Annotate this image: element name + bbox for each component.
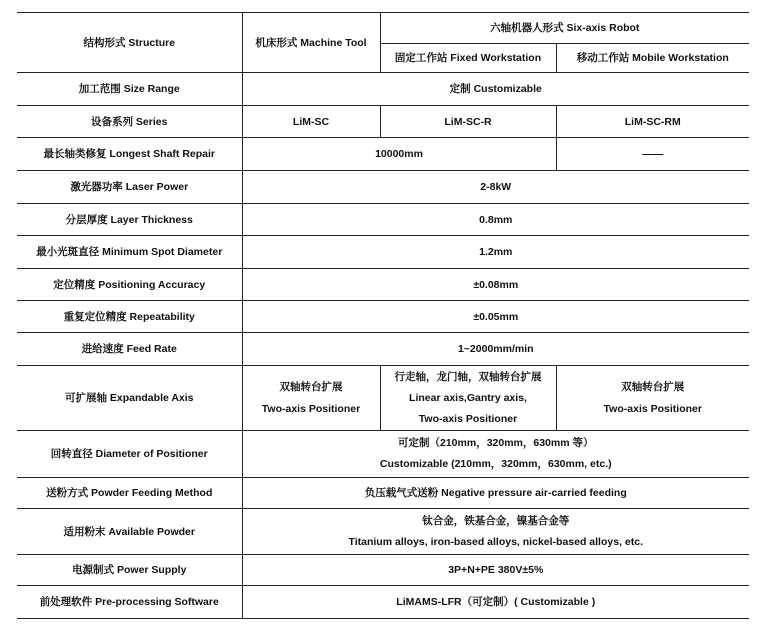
spot-diameter-value: 1.2mm <box>242 236 749 269</box>
series-fixed: LiM-SC-R <box>380 106 556 138</box>
row-layer-thickness <box>17 204 749 236</box>
spec-table <box>17 12 749 619</box>
series-label: 设备系列 Series <box>17 106 242 138</box>
power-supply-label: 电源制式 Power Supply <box>17 555 242 586</box>
preprocessing-value: LiMAMS-LFR（可定制）( Customizable ) <box>242 586 749 619</box>
expandable-axis-v2-line1: 行走轴，龙门轴，双轴转台扩展 <box>394 370 542 383</box>
row-power-supply <box>17 555 749 586</box>
expandable-axis-label: 可扩展轴 Expandable Axis <box>17 366 242 431</box>
repeatability-value: ±0.05mm <box>242 301 749 333</box>
row-preprocessing <box>17 586 749 619</box>
laser-power-value: 2-8kW <box>242 171 749 204</box>
row-feed-rate <box>17 333 749 366</box>
longest-shaft-value: 10000mm <box>242 138 556 171</box>
positioner-diameter-label: 回转直径 Diameter of Positioner <box>17 431 242 478</box>
preprocessing-label: 前处理软件 Pre-processing Software <box>17 586 242 619</box>
expandable-axis-v2-line2: Linear axis,Gantry axis, <box>409 391 527 404</box>
powder-feeding-label: 送粉方式 Powder Feeding Method <box>17 478 242 509</box>
machine-tool-header: 机床形式 Machine Tool <box>242 13 380 73</box>
positioner-diameter-line2: Customizable (210mm，320mm，630mm, etc.) <box>379 458 612 470</box>
size-range-value: 定制 Customizable <box>242 73 749 106</box>
row-expandable-axis <box>17 366 749 431</box>
row-longest-shaft <box>17 138 749 171</box>
row-positioning <box>17 269 749 301</box>
mobile-workstation-header: 移动工作站 Mobile Workstation <box>556 44 749 73</box>
row-available-powder <box>17 509 749 555</box>
available-powder-value <box>242 509 749 555</box>
laser-power-label: 激光器功率 Laser Power <box>17 171 242 204</box>
repeatability-label: 重复定位精度 Repeatability <box>17 301 242 333</box>
row-spot-diameter <box>17 236 749 269</box>
size-range-label: 加工范围 Size Range <box>17 73 242 106</box>
expandable-axis-v1-line1: 双轴转台扩展 <box>279 381 343 393</box>
series-machine-tool: LiM-SC <box>242 106 380 138</box>
layer-thickness-value: 0.8mm <box>242 204 749 236</box>
layer-thickness-label: 分层厚度 Layer Thickness <box>17 204 242 236</box>
expandable-axis-fixed <box>380 366 556 431</box>
expandable-axis-v2-line3: Two-axis Positioner <box>418 412 518 425</box>
expandable-axis-mobile <box>556 366 749 431</box>
feed-rate-label: 进给速度 Feed Rate <box>17 333 242 366</box>
row-powder-feeding <box>17 478 749 509</box>
row-series <box>17 106 749 138</box>
row-repeatability <box>17 301 749 333</box>
powder-feeding-value: 负压载气式送粉 Negative pressure air-carried feeding <box>242 478 749 509</box>
six-axis-robot-header: 六轴机器人形式 Six-axis Robot <box>380 13 749 44</box>
header-row-1 <box>17 13 749 44</box>
feed-rate-value: 1~2000mm/min <box>242 333 749 366</box>
row-laser-power <box>17 171 749 204</box>
available-powder-label: 适用粉末 Available Powder <box>17 509 242 555</box>
power-supply-value: 3P+N+PE 380V±5% <box>242 555 749 586</box>
expandable-axis-machine-tool <box>242 366 380 431</box>
expandable-axis-v3-line2: Two-axis Positioner <box>603 403 702 415</box>
longest-shaft-mobile: —— <box>556 138 749 171</box>
positioner-diameter-value <box>242 431 749 478</box>
expandable-axis-v1-line2: Two-axis Positioner <box>261 403 361 415</box>
fixed-workstation-header: 固定工作站 Fixed Workstation <box>380 44 556 73</box>
available-powder-line2: Titanium alloys, iron-based alloys, nickel-based alloys, etc. <box>348 535 643 548</box>
positioning-label: 定位精度 Positioning Accuracy <box>17 269 242 301</box>
series-mobile: LiM-SC-RM <box>556 106 749 138</box>
available-powder-line1: 钛合金，铁基合金，镍基合金等 <box>422 514 570 527</box>
structure-label: 结构形式 Structure <box>17 13 242 73</box>
longest-shaft-label: 最长轴类修复 Longest Shaft Repair <box>17 138 242 171</box>
spot-diameter-label: 最小光斑直径 Minimum Spot Diameter <box>17 236 242 269</box>
positioner-diameter-line1: 可定制（210mm，320mm，630mm 等） <box>398 437 594 449</box>
row-size-range <box>17 73 749 106</box>
expandable-axis-v3-line1: 双轴转台扩展 <box>621 381 685 393</box>
spec-table-container <box>17 12 749 619</box>
row-positioner-diameter <box>17 431 749 478</box>
positioning-value: ±0.08mm <box>242 269 749 301</box>
